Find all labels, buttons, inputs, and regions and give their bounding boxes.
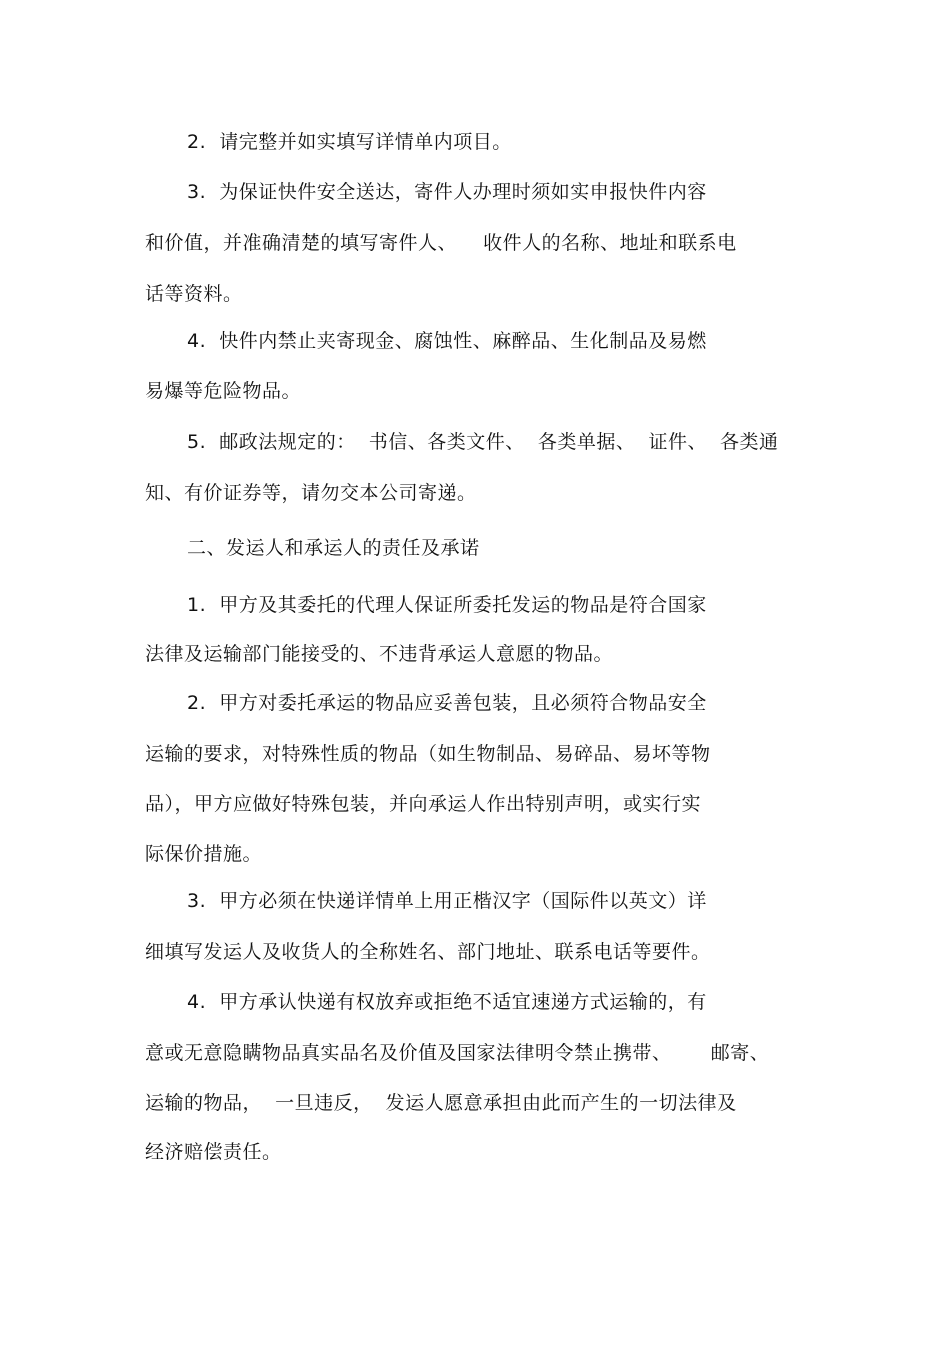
clause-1-text-cont: 法律及运输部门能接受的、不违背承运人意愿的物品。 [145,643,614,665]
clause-2-text-cont: 际保价措施。 [145,843,263,865]
item-5-text: 5. 邮政法规定的： 书信、各类文件、 各类单据、 证件、 各类通 [187,431,779,453]
clause-4-text: 4. 甲方承认快递有权放弃或拒绝不适宜速递方式运输的，有 [187,991,707,1013]
clause-4-text-cont: 意或无意隐瞒物品真实品名及价值及国家法律明令禁止携带、 邮寄、 [145,1042,770,1064]
item-2-text: 2. 请完整并如实填写详情单内项目。 [187,131,512,153]
item-3-text-cont: 和价值，并准确清楚的填写寄件人、 收件人的名称、地址和联系电 [145,232,737,254]
clause-2-text-cont: 品），甲方应做好特殊包装，并向承运人作出特别声明，或实行实 [145,793,702,815]
clause-4-text-cont: 经济赔偿责任。 [145,1141,282,1163]
item-3-text: 3. 为保证快件安全送达，寄件人办理时须如实申报快件内容 [187,181,707,203]
item-5-text-cont: 知、有价证券等，请勿交本公司寄递。 [145,482,477,504]
item-4-text: 4. 快件内禁止夹寄现金、腐蚀性、麻醉品、生化制品及易燃 [187,330,707,352]
clause-3-text-cont: 细填写发运人及收货人的全称姓名、部门地址、联系电话等要件。 [145,941,711,963]
clause-3-text: 3. 甲方必须在快递详情单上用正楷汉字（国际件以英文）详 [187,890,707,912]
clause-1-text: 1. 甲方及其委托的代理人保证所委托发运的物品是符合国家 [187,594,707,616]
clause-2-text: 2. 甲方对委托承运的物品应妥善包装，且必须符合物品安全 [187,692,707,714]
clause-2-text-cont: 运输的要求，对特殊性质的物品（如生物制品、易碎品、易坏等物 [145,743,711,765]
section-heading: 二、发运人和承运人的责任及承诺 [187,537,480,559]
clause-4-text-cont: 运输的物品， 一旦违反， 发运人愿意承担由此而产生的一切法律及 [145,1092,737,1114]
item-4-text-cont: 易爆等危险物品。 [145,380,302,402]
item-3-text-cont: 话等资料。 [145,283,243,305]
